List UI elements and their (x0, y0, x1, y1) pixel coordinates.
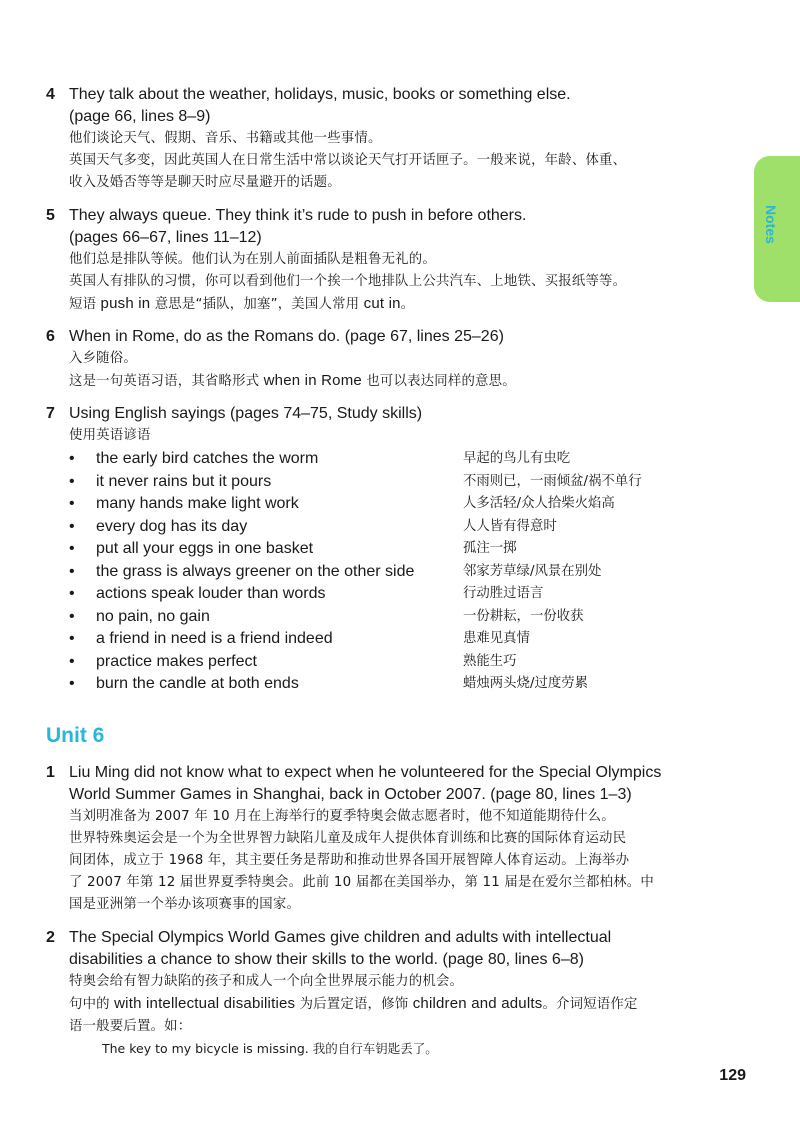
bullet: • (69, 630, 75, 647)
saying-chinese: 人多活轻/众人拾柴火焰高 (463, 496, 615, 511)
item-english-line: They talk about the weather, holidays, music, books or something else. (69, 86, 571, 103)
saying-english: actions speak louder than words (96, 585, 326, 602)
item-explanation-line: 收入及婚否等等是聊天时应尽量避开的话题。 (69, 175, 341, 190)
note-item-7 (46, 403, 746, 447)
bullet: • (69, 607, 75, 625)
list-item (69, 606, 729, 629)
saying-chinese: 患难见真情 (463, 631, 530, 646)
saying-chinese: 蜡烛两头烧/过度劳累 (463, 676, 589, 691)
list-item (69, 651, 729, 674)
item-translation: 他们谈论天气、假期、音乐、书籍或其他一些事情。 (69, 131, 382, 146)
item-explanation-line: 世界特殊奥运会是一个为全世界智力缺陷儿童及成年人提供体育训练和比赛的国际体育运动民 (69, 831, 627, 846)
saying-english: practice makes perfect (96, 652, 257, 670)
list-item (69, 628, 729, 651)
bullet: • (69, 450, 75, 467)
item-explanation-line: 国是亚洲第一个举办该项赛事的国家。 (69, 897, 301, 912)
item-number: 6 (46, 328, 55, 345)
item-number: 7 (46, 405, 55, 422)
sayings-list (69, 448, 729, 696)
saying-chinese: 不雨则已，一雨倾盆/祸不单行 (463, 473, 642, 489)
bullet: • (69, 562, 75, 580)
item-translation: 他们总是排队等候。他们认为在别人前面插队是粗鲁无礼的。 (69, 252, 436, 267)
saying-chinese: 早起的鸟儿有虫吃 (463, 451, 571, 466)
notes-tab-label[interactable]: Notes (763, 205, 779, 244)
item-number: 2 (46, 929, 55, 946)
saying-english: the early bird catches the worm (96, 450, 319, 467)
bullet: • (69, 675, 75, 692)
item-english-line: Using English sayings (pages 74–75, Study skills) (69, 405, 423, 422)
item-number: 5 (46, 207, 55, 224)
saying-english: put all your eggs in one basket (96, 540, 314, 557)
item-translation: 入乡随俗。 (69, 351, 137, 366)
saying-english: many hands make light work (96, 495, 299, 512)
example-sentence: The key to my bicycle is missing. 我的自行车钥匙丢了。 (102, 1041, 438, 1056)
bullet: • (69, 495, 75, 512)
item-explanation-line: 短语 push in 意思是“插队，加塞”，美国人常用 cut in。 (69, 295, 415, 312)
item-explanation-line: 这是一句英语习语，其省略形式 when in Rome 也可以表达同样的意思。 (69, 372, 516, 389)
item-explanation-line: 语一般要后置。如： (69, 1019, 192, 1034)
item-explanation-line: 间团体，成立于 1968 年，其主要任务是帮助和推动世界各国开展智障人体育运动。上海举办 (69, 853, 630, 868)
page-number: 129 (719, 1067, 746, 1084)
item-english-line: disabilities a chance to show their skills to the world. (page 80, lines 6–8) (69, 951, 584, 968)
list-item (69, 448, 729, 471)
bullet: • (69, 517, 75, 535)
item-explanation-line: 英国天气多变，因此英国人在日常生活中常以谈论天气打开话匣子。一般来说，年龄、体重、 (69, 153, 627, 168)
note-item-6 (46, 326, 746, 393)
item-number: 4 (46, 86, 55, 103)
item-reference: (pages 66–67, lines 11–12) (69, 229, 262, 246)
item-number: 1 (46, 764, 55, 781)
item-translation: 特奥会给有智力缺陷的孩子和成人一个向全世界展示能力的机会。 (69, 974, 464, 989)
saying-english: it never rains but it pours (96, 472, 272, 490)
saying-english: the grass is always greener on the other side (96, 562, 415, 580)
list-item (69, 538, 729, 561)
unit-note-item-1 (46, 762, 746, 916)
unit-note-item-2 (46, 927, 746, 1060)
note-item-4 (46, 84, 746, 194)
item-explanation-line: 了 2007 年第 12 届世界夏季特奥会。此前 10 届都在美国举办，第 11 届是在爱尔兰都柏林。中 (69, 875, 654, 890)
saying-english: every dog has its day (96, 517, 248, 535)
list-item (69, 516, 729, 539)
list-item (69, 673, 729, 696)
item-english-line: Liu Ming did not know what to expect when he volunteered for the Special Olympics (69, 764, 662, 781)
saying-chinese: 孤注一掷 (463, 541, 517, 556)
item-english-line: They always queue. They think it’s rude to push in before others. (69, 207, 527, 224)
list-item (69, 561, 729, 584)
item-english-line: The Special Olympics World Games give children and adults with intellectual (69, 929, 612, 946)
saying-chinese: 一份耕耘，一份收获 (463, 608, 584, 624)
bullet: • (69, 540, 75, 557)
saying-english: burn the candle at both ends (96, 675, 299, 692)
saying-english: no pain, no gain (96, 607, 210, 625)
saying-chinese: 人人皆有得意时 (463, 518, 557, 534)
saying-english: a friend in need is a friend indeed (96, 630, 333, 647)
list-item (69, 583, 729, 606)
list-item (69, 471, 729, 494)
saying-chinese: 熟能生巧 (463, 653, 517, 669)
item-reference: (page 66, lines 8–9) (69, 108, 211, 125)
bullet: • (69, 652, 75, 670)
list-item (69, 493, 729, 516)
item-english-line: When in Rome, do as the Romans do. (page 67, lines 25–26) (69, 328, 504, 345)
bullet: • (69, 585, 75, 602)
bullet: • (69, 472, 75, 490)
item-explanation-line: 句中的 with intellectual disabilities 为后置定语，修饰 children and adults。介词短语作定 (69, 995, 638, 1012)
item-translation: 当刘明准备为 2007 年 10 月在上海举行的夏季特奥会做志愿者时，他不知道能期待什么。 (69, 809, 615, 824)
item-english-line: World Summer Games in Shanghai, back in October 2007. (page 80, lines 1–3) (69, 786, 632, 803)
note-item-5 (46, 205, 746, 316)
saying-chinese: 行动胜过语言 (463, 586, 544, 601)
item-explanation-line: 英国人有排队的习惯，你可以看到他们一个挨一个地排队上公共汽车、上地铁、买报纸等等。 (69, 274, 627, 289)
item-translation: 使用英语谚语 (69, 428, 151, 443)
saying-chinese: 邻家芳草绿/风景在别处 (463, 563, 602, 579)
unit-heading: Unit 6 (46, 724, 105, 747)
